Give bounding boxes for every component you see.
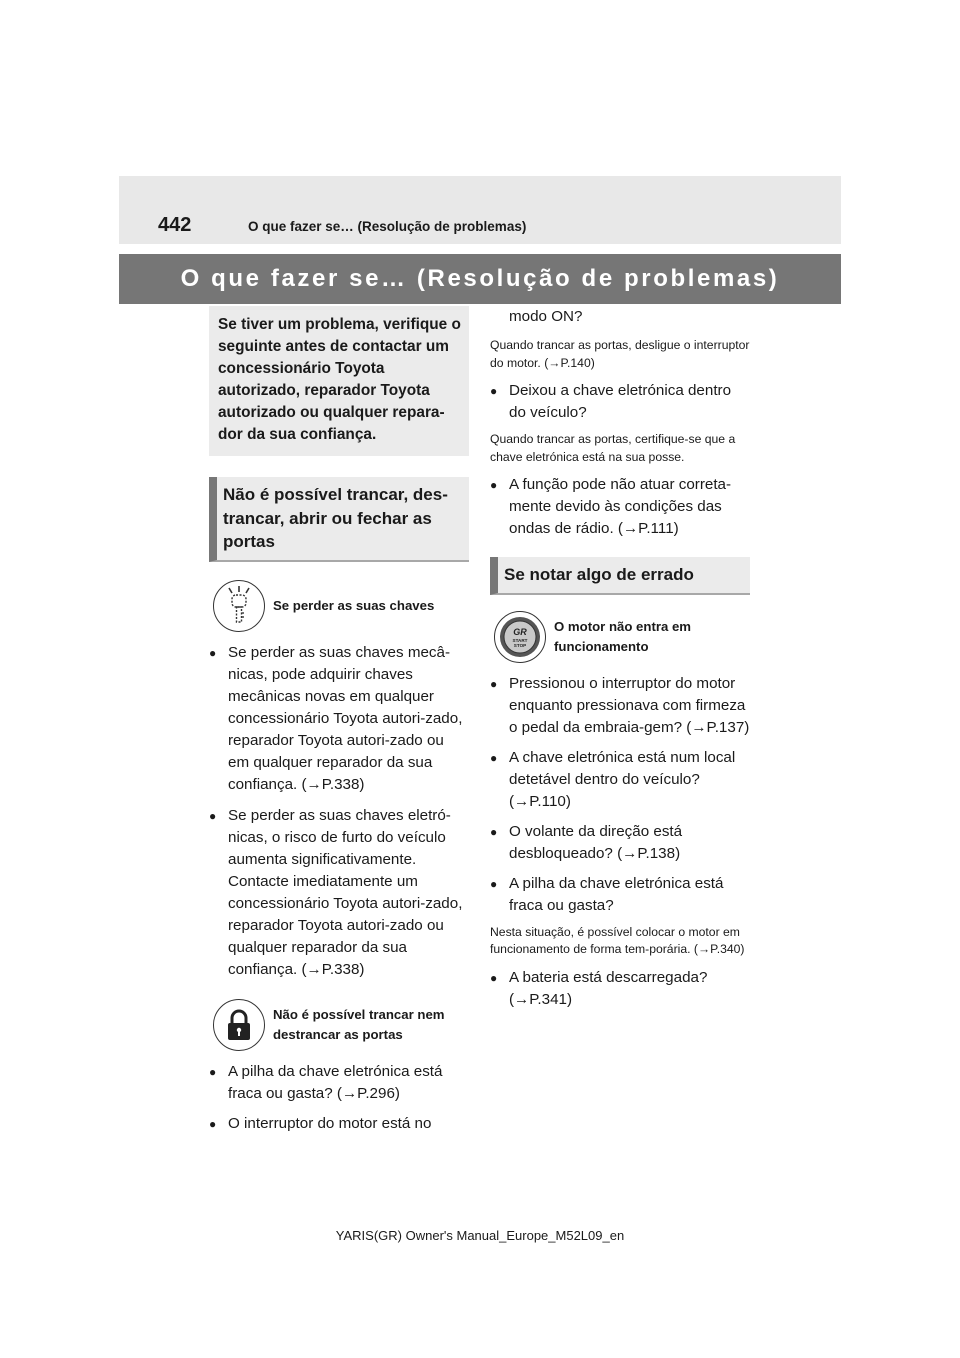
list-item bbox=[490, 873, 750, 917]
list-item bbox=[209, 642, 469, 796]
subheading-cannot-lock bbox=[213, 999, 469, 1051]
bullet-icon: ● bbox=[209, 1116, 217, 1131]
start-label: START bbox=[512, 637, 528, 643]
bullet-icon: ● bbox=[490, 824, 498, 839]
list-item-text: A função pode não atuar correta-mente devido às condições das ondas de rádio. (→P.111) bbox=[509, 476, 732, 537]
bullet-icon: ● bbox=[490, 876, 498, 891]
list-item bbox=[209, 1113, 469, 1135]
subheading-text: Se perder as suas chaves bbox=[273, 597, 435, 613]
list-item bbox=[209, 805, 469, 981]
list-item-text: A pilha da chave eletrónica está fraca ou gasta? (→P.296) bbox=[228, 1062, 443, 1102]
gr-logo-text: GR bbox=[513, 626, 527, 637]
continued-text: modo ON? bbox=[509, 308, 583, 325]
list-item bbox=[490, 673, 750, 739]
list-item bbox=[490, 821, 750, 865]
bullet-icon: ● bbox=[490, 750, 498, 765]
left-column bbox=[209, 306, 469, 1135]
list-item-text: A pilha da chave eletrónica está fraca ou gasta? bbox=[509, 874, 724, 914]
list-item-text: Pressionou o interruptor do motor enquanto pressionava com firmeza o pedal da embraia-gem? (→P.137) bbox=[509, 674, 750, 736]
list-item-text: Deixou a chave eletrónica dentro do veículo? bbox=[509, 382, 732, 421]
list-item-text: O interruptor do motor está no bbox=[228, 1114, 432, 1132]
subheading-lost-keys bbox=[213, 580, 469, 632]
lock-icon bbox=[213, 999, 265, 1051]
section-heading-wrong: Se notar algo de errado bbox=[490, 557, 750, 595]
subheading-text: O motor não entra em funcionamento bbox=[554, 618, 692, 654]
list-item bbox=[209, 1061, 469, 1105]
list-item-text: A bateria está descarregada? (→P.341) bbox=[509, 968, 708, 1008]
footer-manual-id: YARIS(GR) Owner's Manual_Europe_M52L09_en bbox=[335, 1228, 625, 1243]
key-icon bbox=[213, 580, 265, 632]
list-item-text: Se perder as suas chaves mecâ-nicas, pode adquirir chaves mecânicas novas em qualquer concessionário Toyota autori-zado, reparador Toyota autori-zado ou em qualquer reparador da sua confiança. (→P.338) bbox=[228, 643, 463, 793]
section-heading-doors: Não é possível trancar, des-trancar, abrir ou fechar as portas bbox=[209, 477, 469, 562]
list-item bbox=[490, 747, 750, 813]
title-bar bbox=[119, 254, 841, 304]
bullet-icon: ● bbox=[490, 676, 498, 691]
subheading-text: Não é possível trancar nem destrancar as portas bbox=[273, 1006, 445, 1042]
bullet-icon: ● bbox=[209, 1064, 217, 1079]
bullet-icon: ● bbox=[490, 384, 498, 398]
note: Nesta situação, é possível colocar o motor em funcionamento de forma tem-porária. (→P.340) bbox=[490, 924, 745, 956]
start-stop-button-icon bbox=[494, 611, 546, 663]
bullet-icon: ● bbox=[490, 970, 498, 985]
bullet-icon: ● bbox=[209, 808, 217, 823]
note: Quando trancar as portas, certifique-se que a chave eletrónica está na sua posse. bbox=[490, 432, 736, 464]
list-item-text: A chave eletrónica está num local detetável dentro do veículo? (→P.110) bbox=[509, 748, 736, 810]
subheading-engine bbox=[494, 611, 750, 663]
stop-label: STOP bbox=[513, 642, 527, 648]
list-item bbox=[490, 474, 750, 540]
bullet-icon: ● bbox=[209, 645, 217, 660]
list-item-text: Se perder as suas chaves eletró-nicas, o risco de furto do veículo aumenta significativamente. Contacte imediatamente um concessionário Toyota autori-zado, reparador Toyota autori-zado ou qualquer reparador da sua confiança. (→P.338) bbox=[228, 806, 463, 978]
right-column bbox=[490, 306, 750, 1011]
page-number: 442 bbox=[158, 214, 192, 236]
list-item-text: O volante da direção está desbloqueado? (→P.138) bbox=[509, 822, 683, 862]
list-item bbox=[490, 967, 750, 1011]
list-item bbox=[490, 380, 750, 424]
bullet-icon: ● bbox=[490, 478, 498, 492]
page-title: O que fazer se… (Resolução de problemas) bbox=[180, 265, 780, 292]
intro-box: Se tiver um problema, verifique o seguinte antes de contactar um concessionário Toyota autorizado, reparador Toyota autorizado ou qualquer repara-dor da sua confiança. bbox=[209, 306, 469, 456]
note: Quando trancar as portas, desligue o interruptor do motor. (→P.140) bbox=[490, 338, 750, 370]
running-title: O que fazer se… (Resolução de problemas) bbox=[248, 219, 527, 234]
